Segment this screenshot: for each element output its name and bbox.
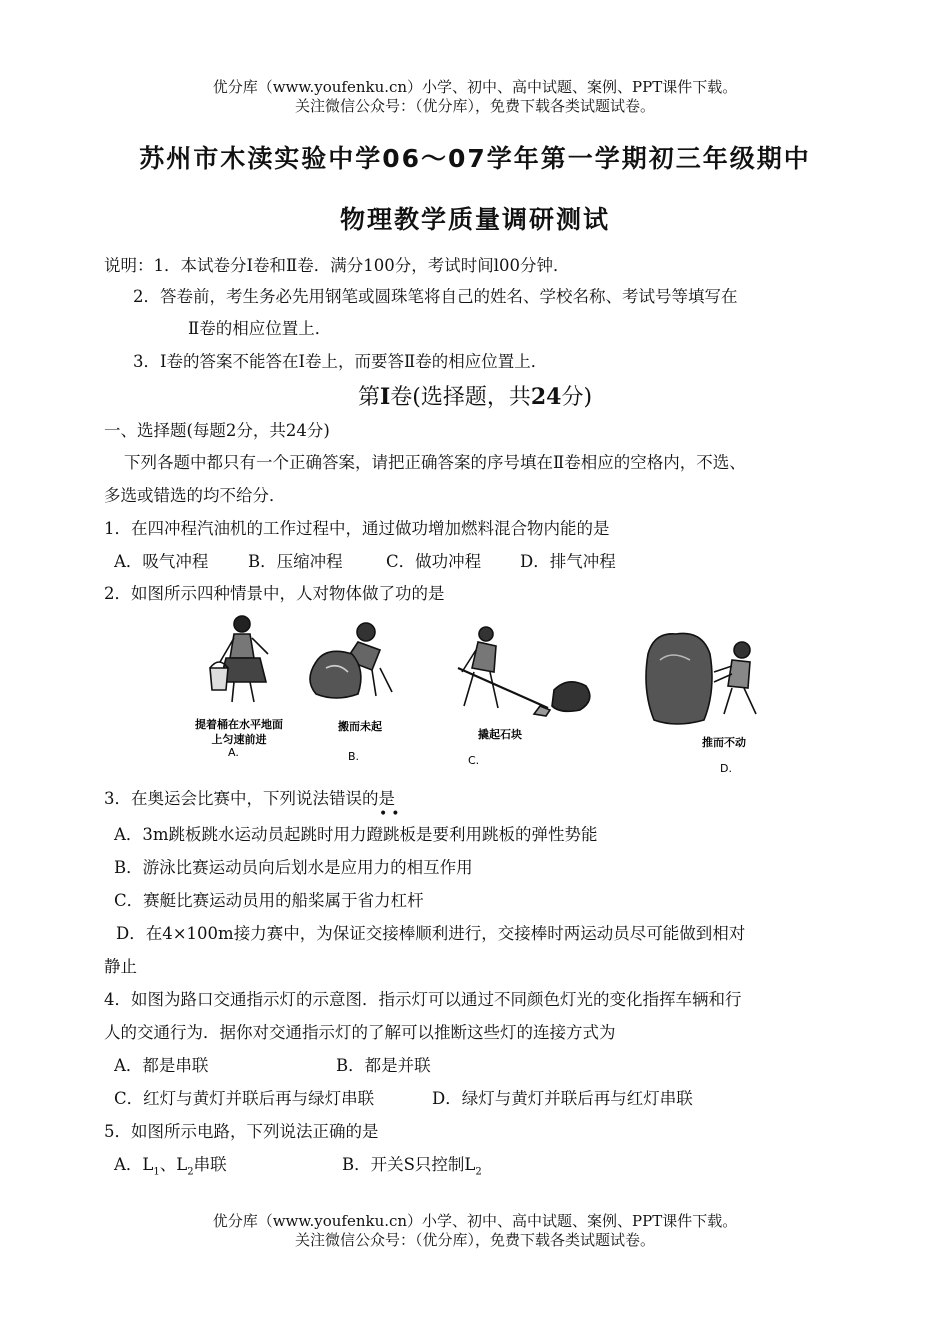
footer-line-2: 关注微信公众号：（优分库），免费下载各类试题试卷。 (294, 1231, 655, 1249)
exam-title-line-1: 苏州市木渎实验中学06～07学年第一学期初三年级期中 (139, 144, 811, 173)
header-line-2: 关注微信公众号：（优分库），免费下载各类试题试卷。 (294, 97, 655, 115)
question-4-options-row-2 (114, 1088, 693, 1110)
part-instruction-1: 下列各题中都只有一个正确答案，请把正确答案的序号填在Ⅱ卷相应的空格内，不选、 (124, 453, 746, 472)
q3-option-d-continued: 静止 (104, 957, 137, 976)
question-4-options-row-1 (114, 1055, 431, 1077)
watermark-footer (0, 1212, 950, 1250)
scene-c-label: C. (468, 754, 480, 767)
question-4-stem: 4．如图为路口交通指示灯的示意图．指示灯可以通过不同颜色灯光的变化指挥车辆和行 (104, 990, 742, 1009)
part-heading: 一、选择题(每题2分，共24分) (104, 421, 330, 440)
man-prying-stone-illustration (458, 627, 590, 716)
question-4-stem-continued: 人的交通行为．据你对交通指示灯的了解可以推断这些灯的连接方式为 (104, 1023, 616, 1042)
scene-d-label: D. (720, 762, 732, 775)
scene-b-caption: 搬而未起 (338, 720, 382, 733)
question-2-stem: 2．如图所示四种情景中，人对物体做了功的是 (104, 584, 445, 603)
part-instruction-2: 多选或错选的均不给分． (104, 486, 286, 505)
q5-option-a: A．$L_1$、$L_2$串联 (114, 1155, 227, 1178)
q3-option-b: B．游泳比赛运动员向后划水是应用力的相互作用 (114, 858, 473, 877)
q1-option-a: A．吸气冲程 (114, 552, 209, 571)
question-5-stem: 5．如图所示电路，下列说法正确的是 (104, 1122, 379, 1141)
footer-line-1: 优分库（www.youfenku.cn）小学、初中、高中试题、案例、PPT课件下载。 (212, 1212, 738, 1230)
q3-option-c: C．赛艇比赛运动员用的船桨属于省力杠杆 (114, 891, 424, 910)
q4-option-b: B．都是并联 (336, 1056, 431, 1075)
emphasis-dots: •• (379, 806, 404, 822)
q1-option-c: C．做功冲程 (386, 552, 482, 571)
question-5-options (114, 1154, 482, 1183)
scene-c-caption: 撬起石块 (478, 728, 522, 741)
note-1: 说明：1．本试卷分Ⅰ卷和Ⅱ卷．满分100分，考试时间l00分钟． (104, 256, 570, 275)
header-line-1: 优分库（www.youfenku.cn）小学、初中、高中试题、案例、PPT课件下载。 (212, 78, 738, 96)
scene-b-label: B. (348, 750, 360, 763)
scene-a-caption-1: 提着桶在水平地面 (195, 718, 283, 731)
q4-option-d: D．绿灯与黄灯并联后再与红灯串联 (432, 1089, 693, 1108)
work-scenes-figure (176, 610, 796, 780)
section-heading: 第I卷(选择题，共24分) (357, 384, 593, 410)
note-3: 3．I卷的答案不能答在I卷上，而要答Ⅱ卷的相应位置上． (133, 352, 548, 371)
q5-option-b: B．开关S只控制$L_2$ (342, 1155, 482, 1178)
q1-option-b: B．压缩冲程 (248, 552, 343, 571)
man-lifting-rock-illustration (310, 623, 392, 698)
watermark-header (0, 78, 950, 116)
question-3-stem: 3．在奥运会比赛中，下列说法错误的是 (104, 789, 395, 808)
question-1-stem: 1．在四冲程汽油机的工作过程中，通过做功增加燃料混合物内能的是 (104, 519, 610, 538)
girl-with-bucket-illustration (210, 616, 268, 702)
note-2-continued: Ⅱ卷的相应位置上． (188, 319, 332, 338)
question-1-options (114, 551, 616, 573)
q3-option-d: D．在4×100m接力赛中，为保证交接棒顺利进行，交接棒时两运动员尽可能做到相对 (116, 924, 746, 943)
q3-option-a: A．3m跳板跳水运动员起跳时用力蹬跳板是要利用跳板的弹性势能 (114, 825, 598, 844)
scene-a-label: A. (228, 746, 239, 759)
exam-title-line-2: 物理教学质量调研测试 (339, 205, 610, 234)
q4-option-a: A．都是串联 (114, 1056, 209, 1075)
scene-d-caption: 推而不动 (702, 736, 746, 749)
boy-pushing-rock-illustration (646, 633, 756, 724)
scene-a-caption-2: 上匀速前进 (211, 733, 267, 746)
q1-option-d: D．排气冲程 (520, 552, 616, 571)
q4-option-c: C．红灯与黄灯并联后再与绿灯串联 (114, 1089, 375, 1108)
note-2: 2．答卷前，考生务必先用钢笔或圆珠笔将自己的姓名、学校名称、考试号等填写在 (133, 287, 738, 306)
